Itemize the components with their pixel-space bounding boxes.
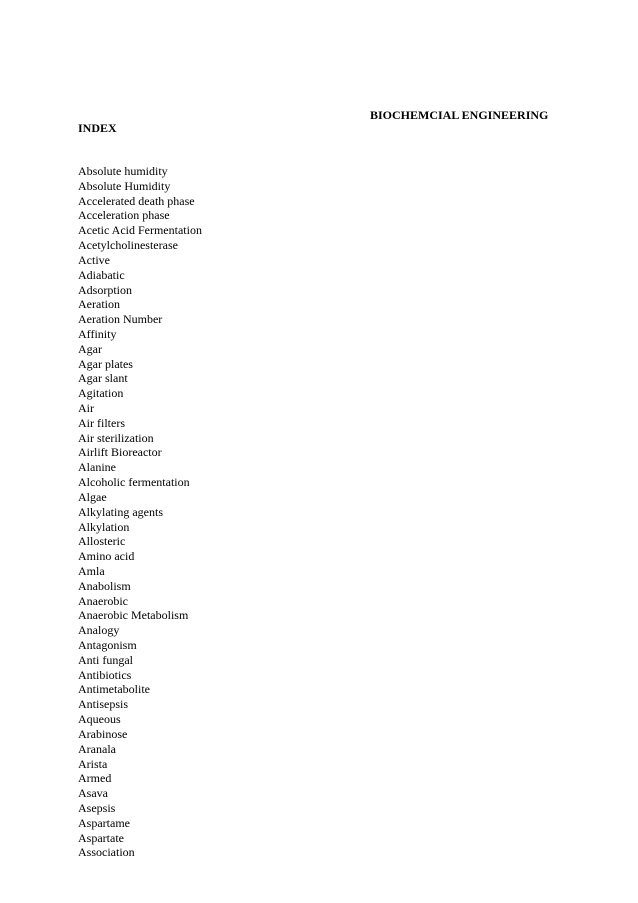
index-term: Anabolism	[78, 578, 131, 593]
index-term: Aspartame	[78, 815, 130, 830]
index-term: Antagonism	[78, 638, 137, 652]
index-term: Antibiotics	[78, 667, 132, 682]
index-heading: INDEX	[78, 121, 117, 135]
index-term: Acetylcholinesterase	[78, 238, 178, 253]
index-term: Accelerated death phase	[78, 193, 195, 208]
index-term: Asava	[78, 786, 108, 801]
index-term: Aspartate	[78, 830, 124, 845]
index-term: Amino acid	[78, 549, 135, 564]
index-term: Agar	[78, 341, 102, 356]
index-term: Aeration Number	[78, 312, 163, 327]
index-term: Acetic Acid Fermentation	[78, 223, 202, 238]
index-term: Aranala	[78, 741, 116, 756]
index-term: Arista	[78, 756, 108, 771]
index-term: Asepsis	[78, 800, 116, 815]
document-header-title: BIOCHEMCIAL ENGINEERING	[370, 108, 549, 122]
index-term: Aqueous	[78, 712, 121, 727]
index-term: Airlift Bioreactor	[78, 445, 162, 460]
index-term: Armed	[78, 771, 112, 786]
index-term: Agar plates	[78, 356, 133, 371]
index-term: Absolute humidity	[78, 164, 168, 178]
index-term: Allosteric	[78, 534, 126, 549]
index-term: Arabinose	[78, 726, 128, 741]
index-term: Active	[78, 252, 110, 267]
index-term-list	[78, 164, 202, 860]
index-term: Alanine	[78, 460, 116, 475]
index-term: Anaerobic	[78, 593, 128, 608]
index-term: Agitation	[78, 386, 124, 401]
index-term: Amla	[78, 563, 105, 578]
index-term: Adiabatic	[78, 267, 125, 282]
index-term: Antisepsis	[78, 697, 129, 712]
index-term: Anti fungal	[78, 652, 133, 667]
index-term: Aeration	[78, 297, 120, 312]
index-term: Air sterilization	[78, 430, 154, 445]
index-term: Acceleration phase	[78, 208, 170, 223]
index-term: Anaerobic Metabolism	[78, 608, 189, 623]
index-term: Agar slant	[78, 371, 128, 386]
index-term: Adsorption	[78, 282, 132, 297]
index-term: Air	[78, 401, 94, 415]
index-term: Alcoholic fermentation	[78, 475, 190, 490]
index-term: Absolute Humidity	[78, 178, 171, 193]
index-term: Antimetabolite	[78, 682, 150, 697]
index-term: Algae	[78, 489, 107, 504]
index-term: Alkylation	[78, 519, 130, 534]
index-term: Analogy	[78, 623, 120, 638]
index-term: Alkylating agents	[78, 504, 163, 519]
index-term: Association	[78, 845, 135, 860]
index-term: Affinity	[78, 326, 117, 341]
index-term: Air filters	[78, 415, 125, 430]
